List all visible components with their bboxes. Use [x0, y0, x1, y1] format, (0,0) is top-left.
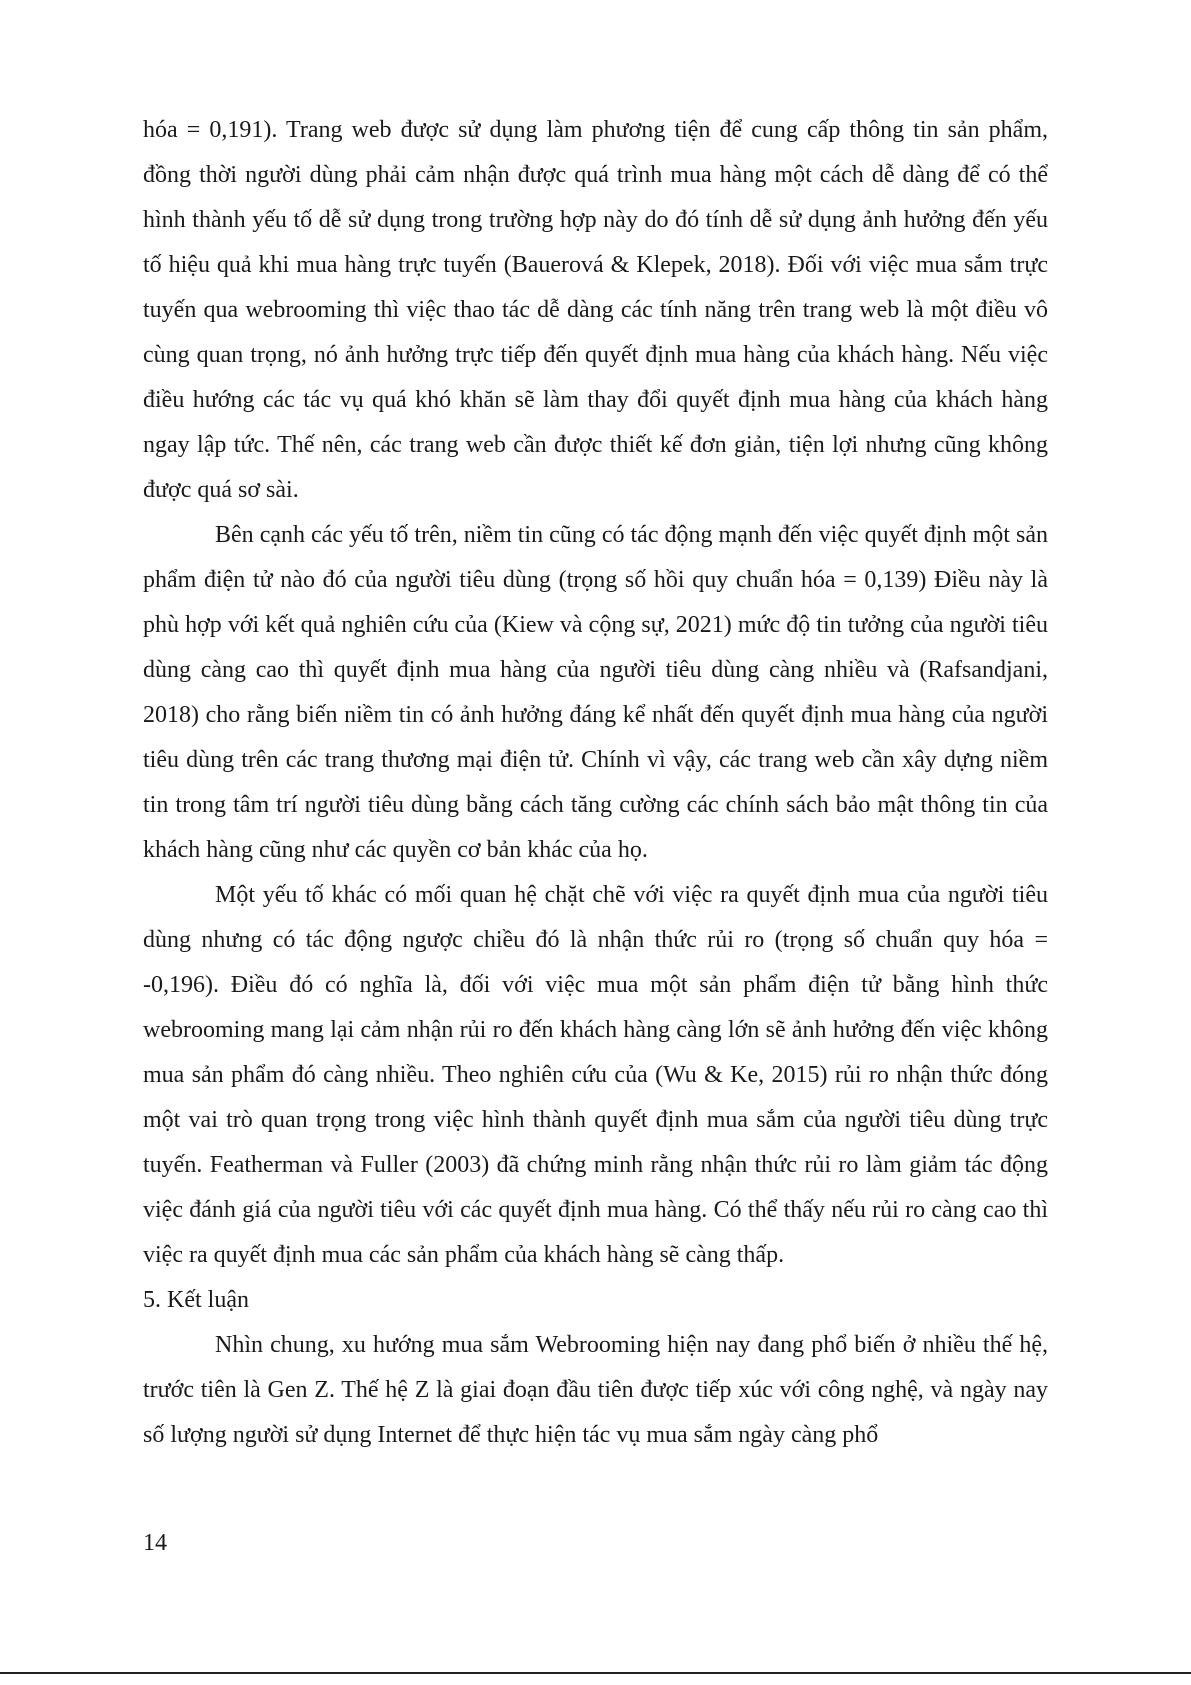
section-heading-conclusion: 5. Kết luận — [143, 1287, 249, 1313]
paragraph-perceived-risk: Một yếu tố khác có mối quan hệ chặt chẽ với việc ra quyết định mua của người tiêu dùng nhưng có tác động ngược chiều đó là nhận thức rủi ro (trọng số chuẩn quy hóa = -0,196). Điều đó có nghĩa là, đối với việc mua một sản phẩm điện tử bằng hình thức webrooming mang lại cảm nhận rủi ro đến khách hàng càng lớn sẽ ảnh hưởng đến việc không mua sản phẩm đó càng nhiều. Theo nghiên cứu của (Wu & Ke, 2015) rủi ro nhận thức đóng một vai trò quan trọng trong việc hình thành quyết định mua sắm của người tiêu dùng trực tuyến. Featherman và Fuller (2003) đã chứng minh rằng nhận thức rủi ro làm giảm tác động việc đánh giá của người tiêu với các quyết định mua hàng. Có thể thấy nếu rủi ro càng cao thì việc ra quyết định mua các sản phẩm của khách hàng sẽ càng thấp. — [143, 882, 1048, 1268]
paragraph-conclusion: Nhìn chung, xu hướng mua sắm Webrooming hiện nay đang phổ biến ở nhiều thế hệ, trước tiên là Gen Z. Thế hệ Z là giai đoạn đầu tiên được tiếp xúc với công nghệ, và ngày nay số lượng người sử dụng Internet để thực hiện tác vụ mua sắm ngày càng phổ — [143, 1332, 1048, 1448]
page-number: 14 — [143, 1530, 167, 1556]
paragraph-trust: Bên cạnh các yếu tố trên, niềm tin cũng có tác động mạnh đến việc quyết định một sản phẩm điện tử nào đó của người tiêu dùng (trọng số hồi quy chuẩn hóa = 0,139) Điều này là phù hợp với kết quả nghiên cứu của (Kiew và cộng sự, 2021) mức độ tin tưởng của người tiêu dùng càng cao thì quyết định mua hàng của người tiêu dùng càng nhiều và (Rafsandjani, 2018) cho rằng biến niềm tin có ảnh hưởng đáng kể nhất đến quyết định mua hàng của người tiêu dùng trên các trang thương mại điện tử. Chính vì vậy, các trang web cần xây dựng niềm tin trong tâm trí người tiêu dùng bằng cách tăng cường các chính sách bảo mật thông tin của khách hàng cũng như các quyền cơ bản khác của họ. — [143, 522, 1048, 863]
page-bottom-rule — [0, 1672, 1191, 1674]
paragraph-ease-of-use: hóa = 0,191). Trang web được sử dụng làm phương tiện để cung cấp thông tin sản phẩm, đồng thời người dùng phải cảm nhận được quá trình mua hàng một cách dễ dàng để có thể hình thành yếu tố dễ sử dụng trong trường hợp này do đó tính dễ sử dụng ảnh hưởng đến yếu tố hiệu quả khi mua hàng trực tuyến (Bauerová & Klepek, 2018). Đối với việc mua sắm trực tuyến qua webrooming thì việc thao tác dễ dàng các tính năng trên trang web là một điều vô cùng quan trọng, nó ảnh hưởng trực tiếp đến quyết định mua hàng của khách hàng. Nếu việc điều hướng các tác vụ quá khó khăn sẽ làm thay đổi quyết định mua hàng của khách hàng ngay lập tức. Thế nên, các trang web cần được thiết kế đơn giản, tiện lợi nhưng cũng không được quá sơ sài. — [143, 117, 1048, 503]
document-page — [143, 108, 1048, 1458]
